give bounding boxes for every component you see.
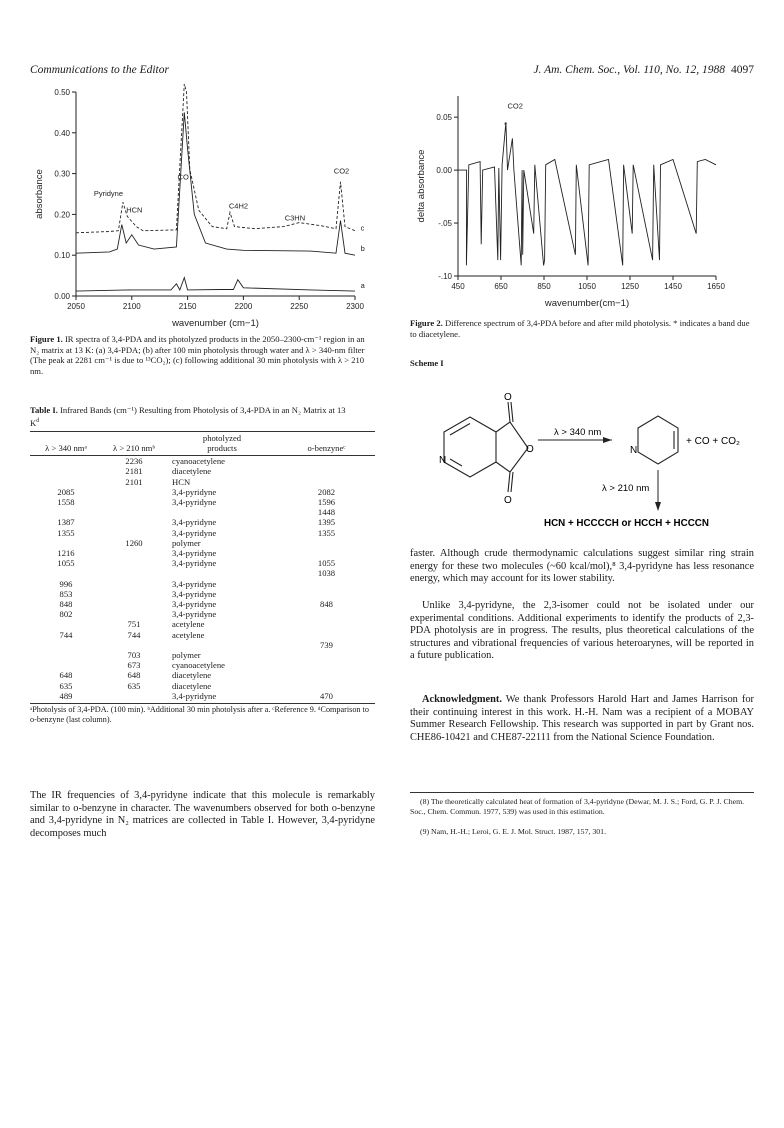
acknowledgment-text: We thank Professors Harold Hart and James Harrison for their continuing interest in this work. H.-H. Nam was a recipient of a MOBAY Summer Research Fellowship. This research was supported in part by Grant nos. CHE86-10421 and CHE87-22111 from the National Science Foundation. xyxy=(410,694,754,743)
y-tick-label: 0.00 xyxy=(436,166,452,176)
table-cell: 3,4-pyridyne xyxy=(172,599,217,610)
table-cell xyxy=(102,599,166,609)
table-cell: 703 xyxy=(127,650,141,661)
table-cell xyxy=(278,619,375,629)
table-cell: 3,4-pyridyne xyxy=(172,527,217,538)
table-cell xyxy=(102,568,166,578)
table-cell xyxy=(278,670,375,680)
x-tick-label: 1650 xyxy=(707,282,725,291)
x-axis-title: wavenumber (cm−1) xyxy=(172,318,259,329)
table-cell: 848 xyxy=(59,599,73,610)
table-cell: cyanoacetylene xyxy=(172,456,225,467)
table-cell xyxy=(102,589,166,599)
y-tick-label: 0.05 xyxy=(436,113,452,123)
table-cell xyxy=(102,691,166,701)
table-cell xyxy=(102,487,166,497)
x-tick-label: 2200 xyxy=(234,302,253,311)
table-cell: 3,4-pyridyne xyxy=(172,609,217,620)
table-cell xyxy=(102,579,166,589)
x-tick-label: 2250 xyxy=(290,302,309,311)
figure-2-label: Figure 2. xyxy=(410,318,443,328)
table-cell: 3,4-pyridyne xyxy=(172,517,217,528)
table-1-caption xyxy=(30,405,350,428)
series-line-c xyxy=(76,84,355,233)
chart-annotation: Pyridyne xyxy=(93,189,124,199)
table-cell: 635 xyxy=(127,680,141,691)
table-cell xyxy=(102,609,166,619)
table-bottom-rule xyxy=(30,703,375,704)
y-axis-title: absorbance xyxy=(34,169,45,219)
running-header-journal xyxy=(533,64,754,76)
x-tick-label: 450 xyxy=(451,282,465,291)
table-row xyxy=(30,456,375,467)
table-cell: diacetylene xyxy=(172,680,212,691)
x-tick-label: 2150 xyxy=(178,302,197,311)
table-cell: 1387 xyxy=(57,517,75,528)
table-cell xyxy=(30,619,102,629)
y-tick-label: -.10 xyxy=(438,272,452,281)
table-cell: 1596 xyxy=(317,497,336,507)
y-tick-label: 0.10 xyxy=(54,251,70,261)
table-header-row xyxy=(30,432,375,453)
chart-annotation: a xyxy=(360,280,365,290)
y-tick-label: 0.00 xyxy=(54,292,70,301)
x-tick-label: 1050 xyxy=(578,282,596,291)
table-cell: 996 xyxy=(59,578,73,589)
table-row xyxy=(30,517,375,527)
anhydride-ring-bonds xyxy=(496,422,528,472)
table-cell xyxy=(278,538,375,548)
table-row xyxy=(30,558,375,568)
table-cell: 489 xyxy=(59,690,73,701)
table-cell: 1216 xyxy=(57,548,75,559)
x-axis-title: wavenumber(cm−1) xyxy=(544,298,630,309)
y-tick-label: 0.40 xyxy=(54,128,70,138)
pyridyne-structure xyxy=(638,416,678,464)
table-cell xyxy=(278,548,375,558)
table-cell: 751 xyxy=(127,619,141,630)
pyridine-ring-bonds xyxy=(444,417,496,477)
table-row xyxy=(30,548,375,558)
table-cell xyxy=(278,609,375,619)
table-row xyxy=(30,609,375,619)
scheme-byproducts: + CO + CO₂ xyxy=(686,436,740,447)
page-number: 4097 xyxy=(731,64,754,76)
table-cell xyxy=(30,456,102,467)
table-row xyxy=(30,538,375,548)
x-tick-label: 2100 xyxy=(122,302,141,311)
table-1 xyxy=(30,431,375,725)
table-row xyxy=(30,681,375,691)
table-cell: 744 xyxy=(127,629,141,640)
chart-annotation: c xyxy=(360,223,365,233)
table-1-grid xyxy=(30,432,375,701)
arrow-1-head xyxy=(603,437,612,443)
table-cell xyxy=(278,579,375,589)
table-row xyxy=(30,487,375,497)
table-cell xyxy=(166,568,278,578)
table-1-body xyxy=(30,456,375,701)
table-cell xyxy=(102,640,166,650)
table-row xyxy=(30,589,375,599)
pda-oxygen-ring: O xyxy=(526,444,534,455)
pyridyne-ring-bonds xyxy=(638,416,678,464)
y-tick-label: 0.50 xyxy=(54,88,70,97)
table-row xyxy=(30,497,375,507)
figure-2-caption xyxy=(410,318,752,339)
carbonyl-bottom xyxy=(508,472,513,492)
table-cell: 3,4-pyridyne xyxy=(172,497,217,507)
chart-annotation: HCN xyxy=(126,205,143,215)
pda-oxygen-bottom: O xyxy=(504,495,512,506)
table-cell xyxy=(278,660,375,670)
table-cell: polymer xyxy=(172,650,201,661)
table-cell xyxy=(278,650,375,660)
footnote-rule xyxy=(410,792,754,793)
figure-1-caption xyxy=(30,334,375,376)
figure-1-caption-text: IR spectra of 3,4-PDA and its photolyzed products in the 2050–2300-cm⁻¹ region in an N₂ matrix at 13 K: (a) 3,4-PDA; (b) after 100 min photolysis through water and λ > 340-nm filter (The peak at 2281 cm⁻¹ is due to ¹³CO₂); (c) following additional 30 min photolysis with λ > 210 nm. xyxy=(30,334,365,376)
table-header-cell: photolyzed products xyxy=(202,433,242,453)
table-cell xyxy=(102,558,166,568)
table-cell: 635 xyxy=(59,680,73,691)
table-cell: 739 xyxy=(320,639,333,650)
table-row xyxy=(30,528,375,538)
y-tick-label: -.05 xyxy=(438,219,452,229)
pda-structure xyxy=(444,402,528,492)
table-cell: acetylene xyxy=(172,629,205,640)
table-1-footnote: ᵃPhotolysis of 3,4-PDA. (100 min). ᵇAdditional 30 min photolysis after a. ᶜReference 9. ᵈComparison to o-benzyne (last column). xyxy=(30,705,369,725)
table-row xyxy=(30,691,375,701)
table-row xyxy=(30,579,375,589)
table-cell xyxy=(102,517,166,527)
table-cell xyxy=(102,548,166,558)
figure-2-caption-text: Difference spectrum of 3,4-PDA before and after mild photolysis. * indicates a band due to diacetylene. xyxy=(410,318,750,339)
table-cell xyxy=(102,497,166,507)
table-1-caption-mark: d xyxy=(36,417,40,424)
table-cell: 802 xyxy=(59,609,73,620)
pda-nitrogen-label: N xyxy=(439,455,447,466)
table-cell: diacetylene xyxy=(172,466,212,477)
table-cell: 3,4-pyridyne xyxy=(172,548,217,559)
table-row xyxy=(30,507,375,517)
x-tick-label: 1450 xyxy=(664,282,682,291)
table-cell xyxy=(166,640,278,650)
table-cell: 1448 xyxy=(317,507,336,518)
chart-annotation: * xyxy=(504,120,508,130)
figure-2-chart xyxy=(408,86,728,312)
carbonyl-top xyxy=(508,402,513,422)
table-row xyxy=(30,477,375,487)
table-cell: polymer xyxy=(172,537,201,548)
table-cell xyxy=(30,660,102,670)
chart-annotation: CO2 xyxy=(507,101,523,111)
table-row xyxy=(30,599,375,609)
chart-annotation: CO2 xyxy=(333,166,350,176)
chart-annotation: CO xyxy=(177,172,189,182)
table-cell xyxy=(278,456,375,467)
scheme-title: Scheme I xyxy=(410,358,444,368)
table-header-cell: λ > 210 nmᵇ xyxy=(113,442,155,453)
table-cell: 1355 xyxy=(57,527,75,538)
table-cell: 2082 xyxy=(317,486,336,497)
table-cell: diacetylene xyxy=(172,670,212,681)
footnote-8: (8) The theoretically calculated heat of formation of 3,4-pyridyne (Dewar, M. J. S.; Ford, G. P. J. Chem. Soc., Chem. Commun. 1977, 539) was used in this estimation. xyxy=(410,797,745,816)
table-cell: 1055 xyxy=(317,558,336,569)
table-cell: 848 xyxy=(320,599,333,610)
table-cell xyxy=(166,507,278,517)
pda-oxygen-top: O xyxy=(504,392,512,403)
table-row xyxy=(30,619,375,629)
table-cell: 1558 xyxy=(57,497,75,507)
running-header-section: Communications to the Editor xyxy=(30,64,169,76)
x-tick-label: 2050 xyxy=(67,302,85,311)
scheme-1-diagram xyxy=(400,370,760,532)
table-cell: 1260 xyxy=(125,537,143,548)
table-row xyxy=(30,670,375,680)
table-cell xyxy=(30,538,102,548)
table-cell: 2181 xyxy=(125,466,143,477)
table-row xyxy=(30,640,375,650)
table-cell: acetylene xyxy=(172,619,205,630)
table-cell: 3,4-pyridyne xyxy=(172,588,217,599)
table-cell xyxy=(278,681,375,691)
pyridyne-nitrogen-label: N xyxy=(630,445,638,456)
table-cell xyxy=(30,640,102,650)
table-row xyxy=(30,630,375,640)
table-cell: 744 xyxy=(59,629,73,640)
chart-annotation: C4H2 xyxy=(228,201,249,211)
table-cell xyxy=(30,477,102,487)
table-cell xyxy=(30,568,102,578)
footnote-9: (9) Nam, H.-H.; Leroi, G. E. J. Mol. Struct. 1987, 157, 301. xyxy=(420,827,607,836)
table-1-label: Table I. xyxy=(30,405,58,415)
x-tick-label: 650 xyxy=(494,282,508,291)
x-tick-label: 1250 xyxy=(621,282,639,291)
chart-annotation: C3HN xyxy=(284,213,306,223)
y-tick-label: 0.30 xyxy=(54,169,70,179)
scheme-final-products: HCN + HCCCCH or HCCH + HCCCN xyxy=(544,518,709,529)
table-cell: 1395 xyxy=(317,517,336,528)
table-1-caption-text: Infrared Bands (cm⁻¹) Resulting from Photolysis of 3,4-PDA in an N₂ Matrix at 13 K xyxy=(30,405,346,428)
table-cell: 3,4-pyridyne xyxy=(172,558,217,569)
figure-1-label: Figure 1. xyxy=(30,334,63,344)
table-cell xyxy=(278,630,375,640)
series-line-a xyxy=(76,278,355,292)
table-cell xyxy=(278,589,375,599)
arrow-2-label: λ > 210 nm xyxy=(602,483,650,494)
acknowledgment-label: Acknowledgment. xyxy=(422,694,502,705)
table-cell: 470 xyxy=(320,690,333,701)
table-cell: 1355 xyxy=(317,527,336,538)
acknowledgment xyxy=(410,694,754,744)
table-cell: 2085 xyxy=(57,486,75,497)
arrow-2-head xyxy=(655,502,661,511)
table-cell: 3,4-pyridyne xyxy=(172,486,217,497)
table-row xyxy=(30,466,375,476)
journal-citation: J. Am. Chem. Soc., Vol. 110, No. 12, 1988 xyxy=(533,64,725,76)
table-cell: 2101 xyxy=(125,476,143,487)
table-header-cell: o-benzyneᶜ xyxy=(307,442,346,453)
table-cell xyxy=(278,477,375,487)
table-cell: 1055 xyxy=(57,558,75,569)
table-cell: 3,4-pyridyne xyxy=(172,578,217,589)
table-cell: 648 xyxy=(59,670,73,681)
series-line-b xyxy=(76,112,355,255)
right-paragraph-1: faster. Although crude thermodynamic calculations suggest similar ring strain energy for these two molecules (~60 kcal/mol),⁸ 3,4-pyridyne has less resonance energy, which may account for its lower stability. xyxy=(410,548,754,585)
chart-annotation: b xyxy=(360,244,365,254)
table-cell xyxy=(30,507,102,517)
pyridine-inner-bonds xyxy=(450,424,470,467)
table-cell xyxy=(102,507,166,517)
table-cell xyxy=(102,528,166,538)
table-cell: HCN xyxy=(172,476,191,487)
y-axis-title: delta absorbance xyxy=(416,149,427,223)
table-row xyxy=(30,660,375,670)
left-paragraph: The IR frequencies of 3,4-pyridyne indicate that this molecule is remarkably similar to o-benzyne in character. The wavenumbers observed for both o-benzyne and 3,4-pyridyne in N₂ matrices are collected in Table I. However, 3,4-pyridyne decomposes much xyxy=(30,790,375,839)
right-paragraph-2: Unlike 3,4-pyridyne, the 2,3-isomer could not be isolated under our experimental conditions. Additional experiments to identify the products of 2,3-PDA photolysis are in progress. The results, plus theoretical calculations of the structures and vibrational frequencies of various heteroarynes, will be reported in a future publication. xyxy=(410,600,754,662)
table-cell xyxy=(30,466,102,476)
table-cell: 2236 xyxy=(125,456,143,467)
figure-1-chart xyxy=(30,84,375,332)
table-cell: 853 xyxy=(59,588,73,599)
table-cell: 3,4-pyridyne xyxy=(172,690,217,701)
arrow-1-label: λ > 340 nm xyxy=(554,427,602,438)
table-cell xyxy=(278,466,375,476)
x-tick-label: 2300 xyxy=(346,302,364,311)
series-line-difference xyxy=(458,120,716,266)
table-cell xyxy=(30,650,102,660)
x-tick-label: 850 xyxy=(537,282,551,291)
table-cell: 648 xyxy=(127,670,141,681)
y-tick-label: 0.20 xyxy=(54,210,70,220)
table-cell: 1038 xyxy=(317,568,336,579)
table-cell: cyanoacetylene xyxy=(172,660,225,671)
table-header-cell: λ > 340 nmᵃ xyxy=(45,442,87,453)
table-row xyxy=(30,568,375,578)
table-cell: 673 xyxy=(127,660,141,671)
table-row xyxy=(30,650,375,660)
